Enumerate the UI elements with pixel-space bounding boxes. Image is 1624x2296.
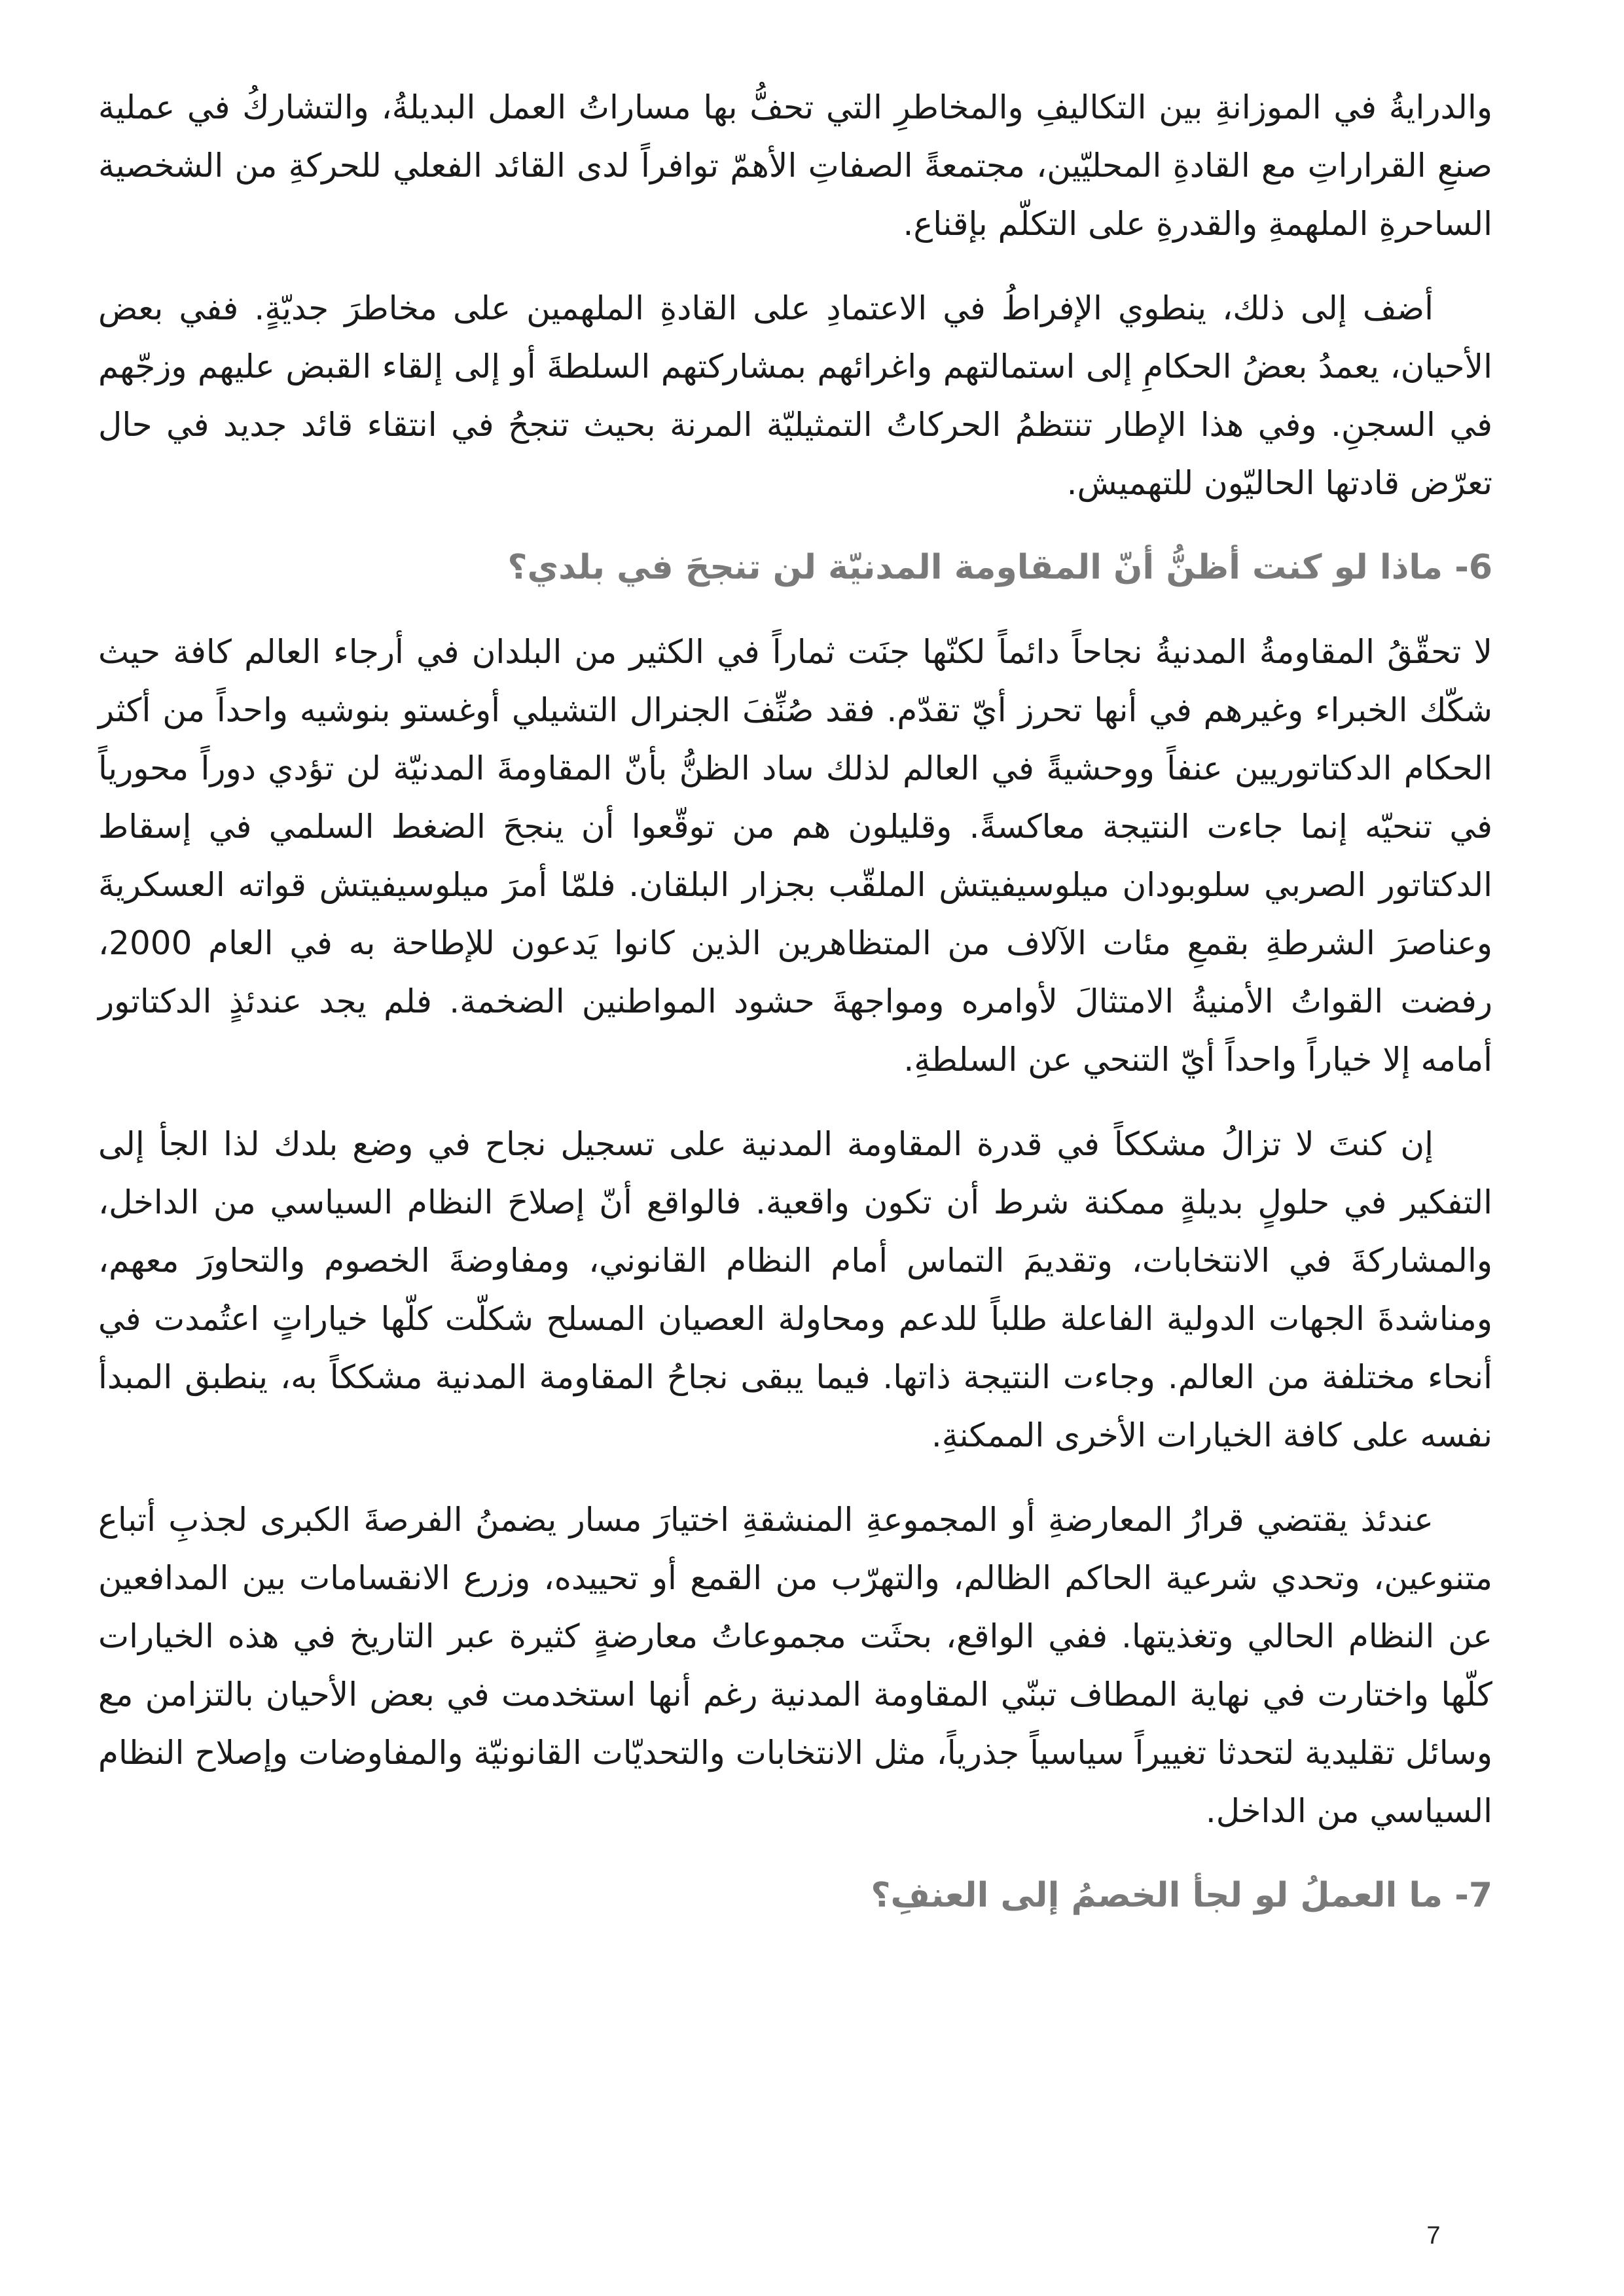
- page-number: 7: [1426, 2222, 1441, 2250]
- paragraph-4: إن كنتَ لا تزالُ مشككاً في قدرة المقاومة المدنية على تسجيل نجاح في وضع بلدك لذا الجأ إلى التفكير في حلولٍ بديلةٍ ممكنة شرط أن تكون واقعية. فالواقع أنّ إصلاحَ النظام السياسي من الداخل، والمشاركةَ في الانتخابات، وتقديمَ التماس أمام النظام القانوني، ومفاوضةَ الخصوم والتحاورَ معهم، ومناشدةَ الجهات الدولية الفاعلة طلباً للدعم ومحاولة العصيان المسلح شكلّت كلّها خياراتٍ اعتُمدت في أنحاء مختلفة من العالم. وجاءت النتيجة ذاتها. فيما يبقى نجاحُ المقاومة المدنية مشككاً به، ينطبق المبدأ نفسه على كافة الخيارات الأخرى الممكنةِ.: [98, 1125, 1492, 1454]
- paragraph-3: لا تحقّقُ المقاومةُ المدنيةُ نجاحاً دائماً لكنّها جنَت ثماراً في الكثير من البلدان في أرجاء العالم كافة حيث شكّك الخبراء وغيرهم في أنها تحرز أيّ تقدّم. فقد صُنِّفَ الجنرال التشيلي أوغستو بنوشيه واحداً من أكثر الحكام الدكتاتوريين عنفاً ووحشيةً في العالم لذلك ساد الظنُّ بأنّ المقاومةَ المدنيّة لن تؤدي دوراً محورياً في تنحيّه إنما جاءت النتيجة معاكسةً. وقليلون هم من توقّعوا أن ينجحَ الضغط السلمي في إسقاط الدكتاتور الصربي سلوبودان ميلوسيفيتش الملقّب بجزار البلقان. فلمّا أمرَ ميلوسيفيتش قواته العسكريةَ وعناصرَ الشرطةِ بقمعِ مئات الآلاف من المتظاهرين الذين كانوا يَدعون للإطاحة به في العام 2000، رفضت القواتُ الأمنيةُ الامتثالَ لأوامره ومواجهةَ حشود المواطنين الضخمة. فلم يجد عندئذٍ الدكتاتور أمامه إلا خياراً واحداً أيّ التنحي عن السلطةِ.: [98, 633, 1492, 1079]
- paragraph-5: عندئذ يقتضي قرارُ المعارضةِ أو المجموعةِ المنشقةِ اختيارَ مسار يضمنُ الفرصةَ الكبرى لجذبِ أتباع متنوعين، وتحدي شرعية الحاكم الظالم، والتهرّب من القمع أو تحييده، وزرع الانقسامات بين المدافعين عن النظام الحالي وتغذيتها. ففي الواقع، بحثَت مجموعاتُ معارضةٍ كثيرة عبر التاريخ في هذه الخيارات كلّها واختارت في نهاية المطاف تبنّي المقاومة المدنية رغم أنها استخدمت في بعض الأحيان بالتزامن مع وسائل تقليدية لتحدثا تغييراً سياسياً جذرياً، مثل الانتخابات والتحديّات القانونيّة والمفاوضات وإصلاح النظام السياسي من الداخل.: [98, 1501, 1492, 1830]
- section-heading-6: 6- ماذا لو كنت أظنُّ أنّ المقاومة المدنيّة لن تنجحَ في بلدي؟: [507, 548, 1492, 587]
- paragraph-2: أضف إلى ذلك، ينطوي الإفراطُ في الاعتمادِ على القادةِ الملهمين على مخاطرَ جديّةٍ. ففي بعض الأحيان، يعمدُ بعضُ الحكامِ إلى استمالتهم واغرائهم بمشاركتهم السلطةَ أو إلى إلقاء القبض عليهم وزجّهم في السجنِ. وفي هذا الإطار تنتظمُ الحركاتُ التمثيليّة المرنة بحيث تنجحُ في انتقاء قائد جديد في حال تعرّض قادتها الحاليّون للتهميش.: [98, 289, 1492, 502]
- section-heading-7: 7- ما العملُ لو لجأ الخصمُ إلى العنفِ؟: [871, 1876, 1492, 1915]
- document-body: [98, 79, 1492, 1951]
- paragraph-1: والدرايةُ في الموزانةِ بين التكاليفِ والمخاطرِ التي تحفُّ بها مساراتُ العمل البديلةُ، والتشاركُ في عملية صنعِ القراراتِ مع القادةِ المحليّين، مجتمعةً الصفاتِ الأهمّ توافراً لدى القائد الفعلي للحركةِ من الشخصية الساحرةِ الملهمةِ والقدرةِ على التكلّم بإقناع.: [98, 88, 1492, 243]
